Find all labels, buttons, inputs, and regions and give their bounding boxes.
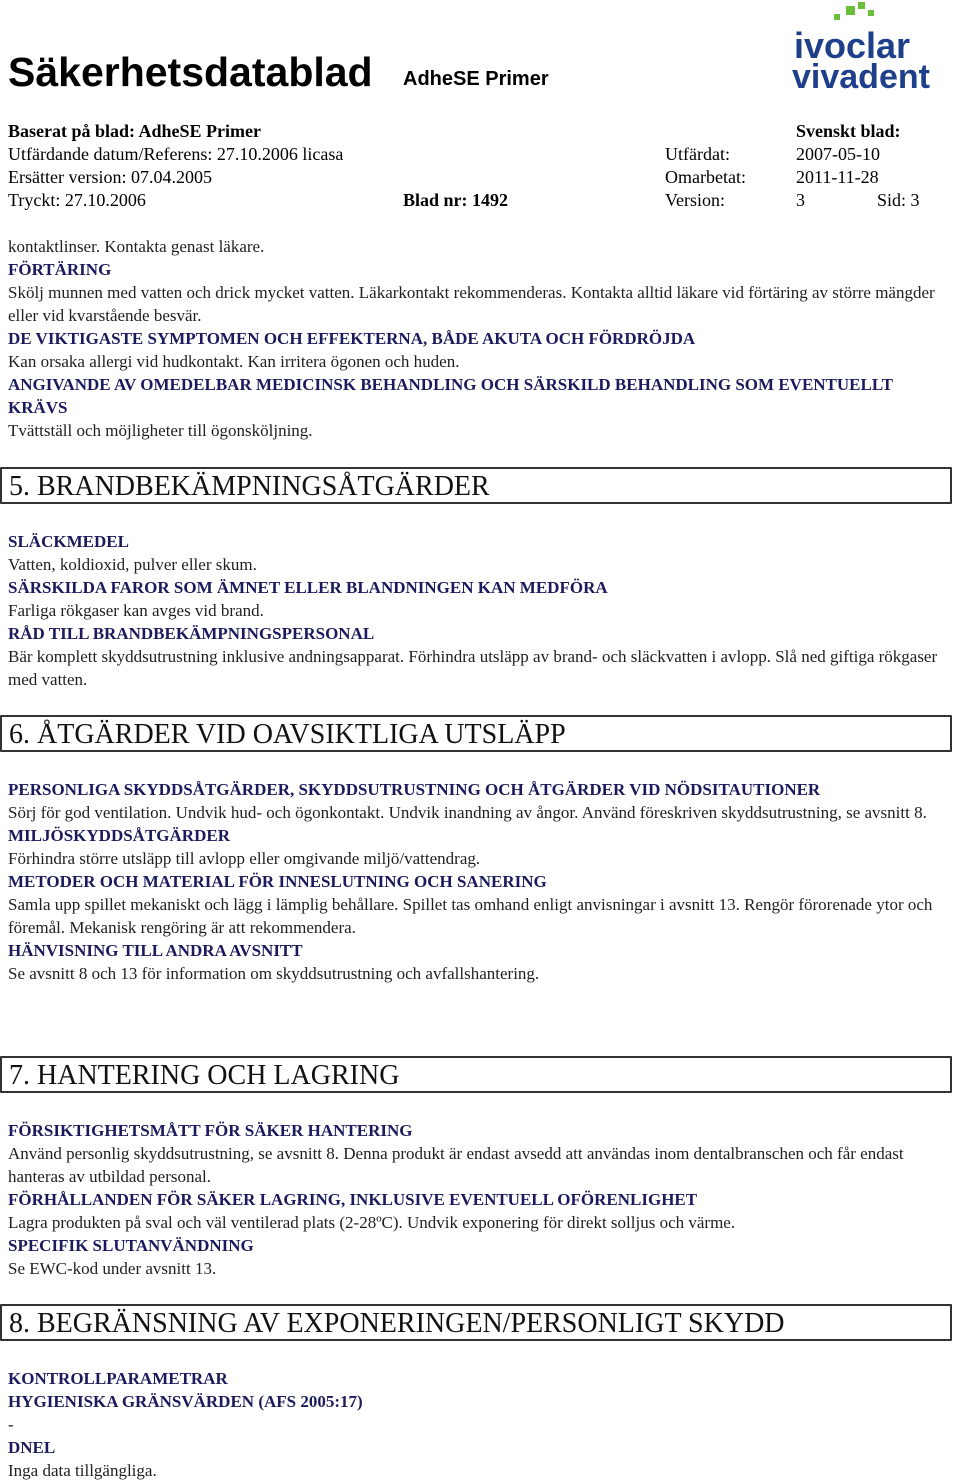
logo-square-3	[868, 10, 874, 16]
logo-text-vivadent: vivadent	[792, 58, 930, 96]
paragraph: Se avsnitt 8 och 13 för information om skyddsutrustning och avfallshantering.	[8, 964, 540, 983]
issue-reference: Utfärdande datum/Referens: 27.10.2006 licasa	[8, 144, 344, 164]
ivoclar-vivadent-logo	[790, 0, 955, 100]
document-title: Säkerhetsdatablad	[8, 49, 373, 95]
paragraph: Vatten, koldioxid, pulver eller skum.	[8, 555, 257, 574]
issued-label: Utfärdat:	[665, 144, 730, 164]
paragraph: Förhindra större utsläpp till avlopp eller omgivande miljö/vattendrag.	[8, 849, 481, 868]
paragraph: -	[8, 1415, 14, 1434]
revised-date: 2011-11-28	[796, 167, 879, 187]
subheading: HÄNVISNING TILL ANDRA AVSNITT	[8, 941, 303, 960]
paragraph: kontaktlinser. Kontakta genast läkare.	[8, 237, 265, 256]
paragraph: Kan orsaka allergi vid hudkontakt. Kan irritera ögonen och huden.	[8, 352, 460, 371]
paragraph: Inga data tillgängliga.	[8, 1461, 157, 1480]
subheading: MILJÖSKYDDSÅTGÄRDER	[8, 826, 230, 845]
section-6-body	[8, 778, 953, 985]
page-number: Sid: 3	[877, 190, 920, 210]
product-name: AdheSE Primer	[403, 68, 549, 90]
section-5-body	[8, 530, 953, 691]
section-title: 7. HANTERING OCH LAGRING	[9, 1060, 400, 1091]
based-on-label: Baserat på blad: AdheSE Primer	[8, 121, 262, 141]
subheading: FÖRHÅLLANDEN FÖR SÄKER LAGRING, INKLUSIVE EVENTUELL OFÖRENLIGHET	[8, 1190, 698, 1209]
subheading: SÄRSKILDA FAROR SOM ÄMNET ELLER BLANDNINGEN KAN MEDFÖRA	[8, 578, 608, 597]
paragraph: Använd personlig skyddsutrustning, se avsnitt 8. Denna produkt är endast avsedd att användas inom dentalbranschen och får endast hanteras av utbildad personal.	[8, 1144, 904, 1186]
subheading: FÖRSIKTIGHETSMÅTT FÖR SÄKER HANTERING	[8, 1121, 413, 1140]
subheading: PERSONLIGA SKYDDSÅTGÄRDER, SKYDDSUTRUSTNING OCH ÅTGÄRDER VID NÖDSITAUTIONER	[8, 780, 821, 799]
section-7-heading	[0, 1056, 952, 1093]
subheading: RÅD TILL BRANDBEKÄMPNINGSPERSONAL	[8, 624, 375, 643]
logo-text-ivoclar: ivoclar	[794, 25, 911, 66]
swedish-sheet-label: Svenskt blad:	[796, 121, 901, 141]
logo-square-2	[858, 2, 865, 9]
subheading: KONTROLLPARAMETRAR	[8, 1369, 228, 1388]
section-6-heading	[0, 715, 952, 752]
paragraph: Lagra produkten på sval och väl ventilerad plats (2-28ºC). Undvik exponering för direkt solljus och värme.	[8, 1213, 736, 1232]
subheading: SPECIFIK SLUTANVÄNDNING	[8, 1236, 254, 1255]
section-title: 6. ÅTGÄRDER VID OAVSIKTLIGA UTSLÄPP	[9, 719, 566, 750]
subheading: METODER OCH MATERIAL FÖR INNESLUTNING OCH SANERING	[8, 872, 547, 891]
paragraph: Tvättställ och möjligheter till ögonsköljning.	[8, 421, 313, 440]
version-number: 3	[796, 190, 805, 210]
subheading: DE VIKTIGASTE SYMPTOMEN OCH EFFEKTERNA, BÅDE AKUTA OCH FÖRDRÖJDA	[8, 329, 696, 348]
logo-square-4	[834, 14, 840, 20]
paragraph: Sörj för god ventilation. Undvik hud- och ögonkontakt. Undvik inandning av ångor. Använd föreskriven skyddsutrustning, se avsnitt 8.	[8, 803, 927, 822]
paragraph: Samla upp spillet mekaniskt och lägg i lämplig behållare. Spillet tas omhand enligt anvisningar i avsnitt 13. Rengör förorenade ytor och föremål. Mekanisk rengöring är att rekommendera.	[8, 895, 933, 937]
subheading: FÖRTÄRING	[8, 260, 112, 279]
subheading: HYGIENISKA GRÄNSVÄRDEN (AFS 2005:17)	[8, 1392, 363, 1411]
section-4-continuation	[8, 235, 953, 442]
section-5-heading	[0, 467, 952, 504]
paragraph: Bär komplett skyddsutrustning inklusive andningsapparat. Förhindra utsläpp av brand- och släckvatten i avlopp. Slå ned giftiga rökgaser med vatten.	[8, 647, 938, 689]
printed-date: Tryckt: 27.10.2006	[8, 190, 146, 210]
paragraph: Se EWC-kod under avsnitt 13.	[8, 1259, 217, 1278]
logo-square-1	[846, 6, 855, 15]
paragraph: Farliga rökgaser kan avges vid brand.	[8, 601, 264, 620]
issued-date: 2007-05-10	[796, 144, 880, 164]
logo-graphic	[790, 0, 955, 100]
section-8-body	[8, 1367, 953, 1482]
replaces-version: Ersätter version: 07.04.2005	[8, 167, 212, 187]
sheet-number: Blad nr: 1492	[403, 190, 509, 210]
subheading: SLÄCKMEDEL	[8, 532, 129, 551]
section-7-body	[8, 1119, 953, 1280]
subheading: DNEL	[8, 1438, 56, 1457]
paragraph: Skölj munnen med vatten och drick mycket vatten. Läkarkontakt rekommenderas. Kontakta alltid läkare vid förtäring av större mängder eller vid kvarstående besvär.	[8, 283, 935, 325]
version-label: Version:	[665, 190, 725, 210]
section-title: 8. BEGRÄNSNING AV EXPONERINGEN/PERSONLIGT SKYDD	[9, 1308, 785, 1339]
section-title: 5. BRANDBEKÄMPNINGSÅTGÄRDER	[9, 471, 490, 502]
revised-label: Omarbetat:	[665, 167, 746, 187]
subheading: ANGIVANDE AV OMEDELBAR MEDICINSK BEHANDLING OCH SÄRSKILD BEHANDLING SOM EVENTUELLT KRÄVS	[8, 375, 893, 417]
section-8-heading	[0, 1304, 952, 1341]
